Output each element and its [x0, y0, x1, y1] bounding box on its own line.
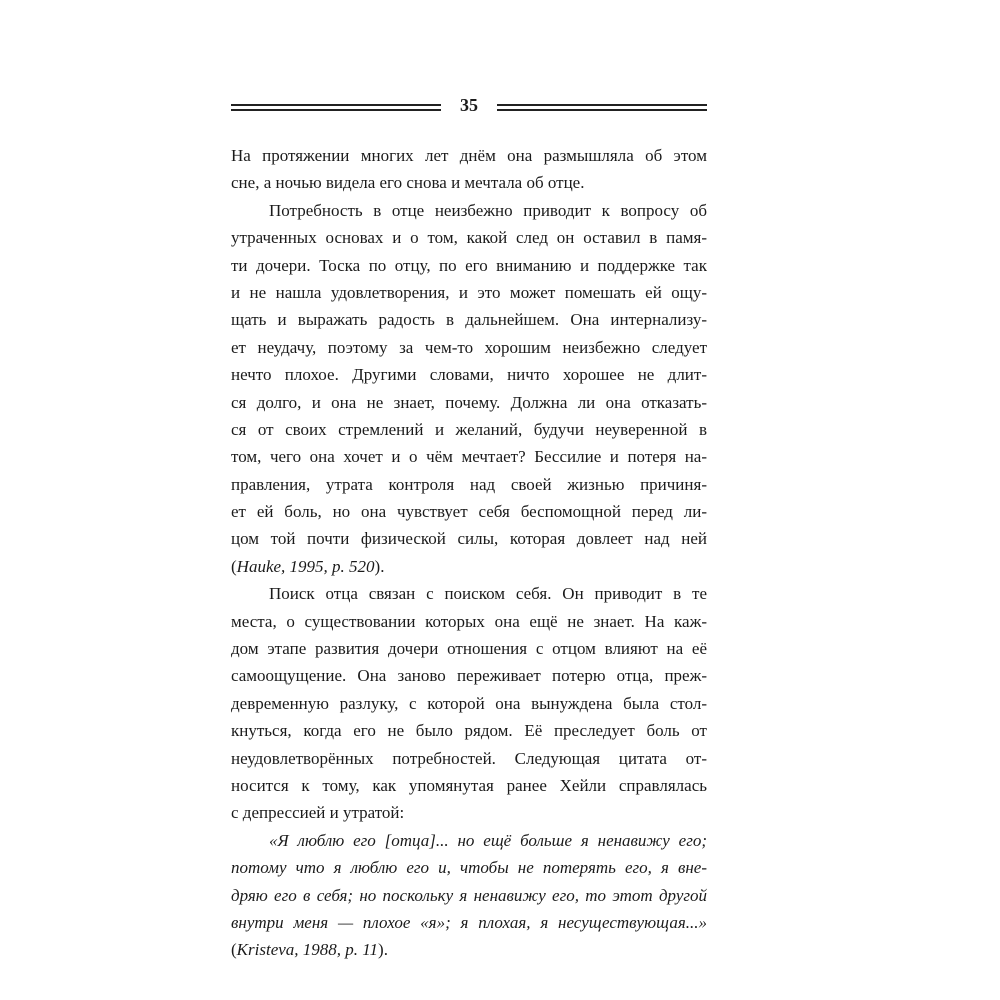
quote-citation-line — [231, 936, 707, 963]
text-line: кнуться, когда его не было рядом. Её преследует боль от — [231, 721, 707, 741]
quote-line: «Я люблю его [отца]... но ещё больше я ненавижу его; — [269, 830, 707, 850]
citation-line — [231, 553, 707, 580]
text-line: и не нашла удовлетворения, и это может помешать ей ощу- — [231, 282, 707, 302]
text-line: ся от своих стремлений и желаний, будучи неуверенной в — [231, 419, 707, 439]
text-line: сне, а ночью видела его снова и мечтала об отце. — [231, 173, 585, 193]
text-line: На протяжении многих лет днём она размышляла об этом — [231, 146, 707, 165]
text-line: том, чего она хочет и о чём мечтает? Бессилие и потеря на- — [231, 447, 707, 467]
text-line: дом этапе развития дочери отношения с отцом влияют на её — [231, 639, 707, 659]
page-header — [231, 96, 707, 120]
text-line: правления, утрата контроля над своей жизнью причиня- — [231, 474, 707, 494]
page-number: 35 — [460, 95, 478, 115]
citation-open: ( — [231, 556, 237, 576]
text-line: неудовлетворённых потребностей. Следующая цитата от- — [231, 748, 707, 768]
citation-ref: Kristeva, 1988, p. 11 — [236, 940, 379, 960]
text-line: Поиск отца связан с поиском себя. Он приводит в те — [269, 584, 707, 604]
header-rule-right — [497, 104, 707, 111]
text-line: самоощущение. Она заново переживает потерю отца, преж- — [231, 666, 707, 686]
text-line: ет ей боль, но она чувствует себя беспомощной перед ли- — [231, 502, 707, 522]
text-line: места, о существовании которых она ещё не знает. На каж- — [231, 611, 707, 631]
text-line: утраченных основах и о том, какой след он оставил в памя- — [231, 228, 707, 248]
text-line: девременную разлуку, с которой она вынуждена была стол- — [231, 693, 707, 713]
text-line: с депрессией и утратой: — [231, 803, 405, 823]
quote-line: внутри меня — плохое «я»; я плохая, я несуществующая...» — [231, 912, 707, 932]
text-line: цом той почти физической силы, которая довлеет над ней — [231, 529, 707, 549]
header-rule-left — [231, 104, 441, 111]
quote-line: потому что я люблю его и, чтобы не потерять его, я вне- — [231, 858, 707, 878]
text-line: носится к тому, как упомянутая ранее Хейли справлялась — [231, 775, 707, 795]
quote-line: дряю его в себя; но поскольку я ненавижу его, то этот другой — [231, 885, 707, 905]
text-line: щать и выражать радость в дальнейшем. Она интернализу- — [231, 310, 707, 330]
citation-close: ). — [378, 940, 388, 960]
text-line: ти дочери. Тоска по отцу, по его вниманию и поддержке так — [231, 255, 707, 275]
citation-close: ). — [374, 556, 385, 576]
citation-ref: Hauke, 1995, p. 520 — [236, 556, 375, 576]
text-line: Потребность в отце неизбежно приводит к вопросу об — [269, 200, 707, 220]
text-line: нечто плохое. Другими словами, ничто хорошее не длит- — [231, 365, 707, 385]
text-line: ся долго, и она не знает, почему. Должна ли она отказать- — [231, 392, 707, 412]
text-line: ет неудачу, поэтому за чем-то хорошим неизбежно следует — [231, 337, 707, 357]
citation-open: ( — [231, 940, 237, 960]
body-text — [231, 142, 707, 964]
